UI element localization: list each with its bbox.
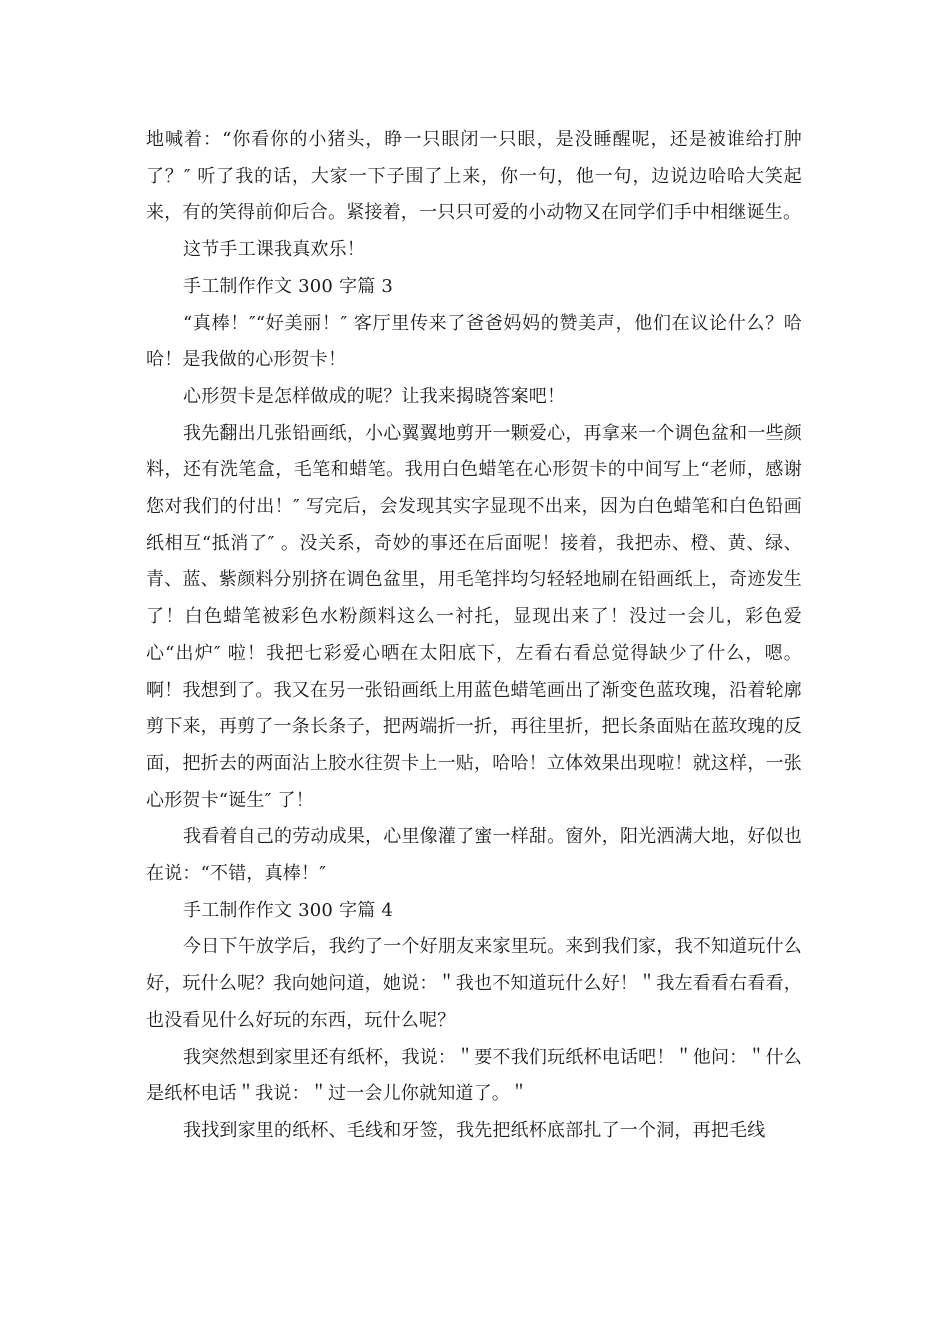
paragraph-3: “真棒！″“好美丽！″ 客厅里传来了爸爸妈妈的赞美声，他们在议论什么？哈哈！是我做的心形贺卡！ (146, 312, 802, 371)
paragraph-1: 地喊着：“你看你的小猪头，睁一只眼闭一只眼，是没睡醒呢，还是被谁给打肿了？″ 听了我的话，大家一下子围了上来，你一句，他一句，边说边哈哈大笑起来，有的笑得前仰后合。紧接着，一只只可爱的小动物又在同学们手中相继诞生。 (146, 129, 802, 224)
paragraph-5: 我先翻出几张铅画纸，小心翼翼地剪开一颗爱心，再拿来一个调色盆和一些颜料，还有洗笔盒，毛笔和蜡笔。我用白色蜡笔在心形贺卡的中间写上“老师，感谢您对我们的付出！″ 写完后，会发现其实字显现不出来，因为白色蜡笔和白色铅画纸相互“抵消了″ 。没关系，奇妙的事还在后面呢！接着，我把赤、橙、黄、绿、青、蓝、紫颜料分别挤在调色盆里，用毛笔拌均匀轻轻地刷在铅画纸上，奇迹发生了！白色蜡笔被彩色水粉颜料这么一衬托，显现出来了！没过一会儿，彩色爱心“出炉″ 啦！我把七彩爱心晒在太阳底下，左看右看总觉得缺少了什么，嗯。啊！我想到了。我又在另一张铅画纸上用蓝色蜡笔画出了渐变色蓝玫瑰，沿着轮廓剪下来，再剪了一条长条子，把两端折一折，再往里折，把长条面贴在蓝玫瑰的反面，把折去的两面沾上胶水往贺卡上一贴，哈哈！立体效果出现啦！就这样，一张心形贺卡“诞生″ 了！ (146, 422, 802, 811)
section-heading-3: 手工制作作文 300 字篇 3 (183, 275, 393, 297)
paragraph-2: 这节手工课我真欢乐！ (183, 239, 365, 261)
section-heading-4: 手工制作作文 300 字篇 4 (183, 899, 393, 921)
paragraph-8: 我突然想到家里还有纸杯，我说：＂要不我们玩纸杯电话吧！＂他问：＂什么是纸杯电话＂我说：＂过一会儿你就知道了。＂ (146, 1046, 802, 1105)
paragraph-9: 我找到家里的纸杯、毛线和牙签，我先把纸杯底部扎了一个洞，再把毛线 (183, 1119, 766, 1141)
paragraph-6: 我看着自己的劳动成果，心里像灌了蜜一样甜。窗外，阳光洒满大地，好似也在说：“不错，真棒！″ (146, 826, 802, 885)
paragraph-7: 今日下午放学后，我约了一个好朋友来家里玩。来到我们家，我不知道玩什么好，玩什么呢？我向她问道，她说：＂我也不知道玩什么好！＂我左看看右看看，也没看见什么好玩的东西，玩什么呢？ (146, 936, 802, 1031)
paragraph-4: 心形贺卡是怎样做成的呢？让我来揭晓答案吧！ (183, 385, 566, 407)
article-body (146, 122, 802, 1150)
